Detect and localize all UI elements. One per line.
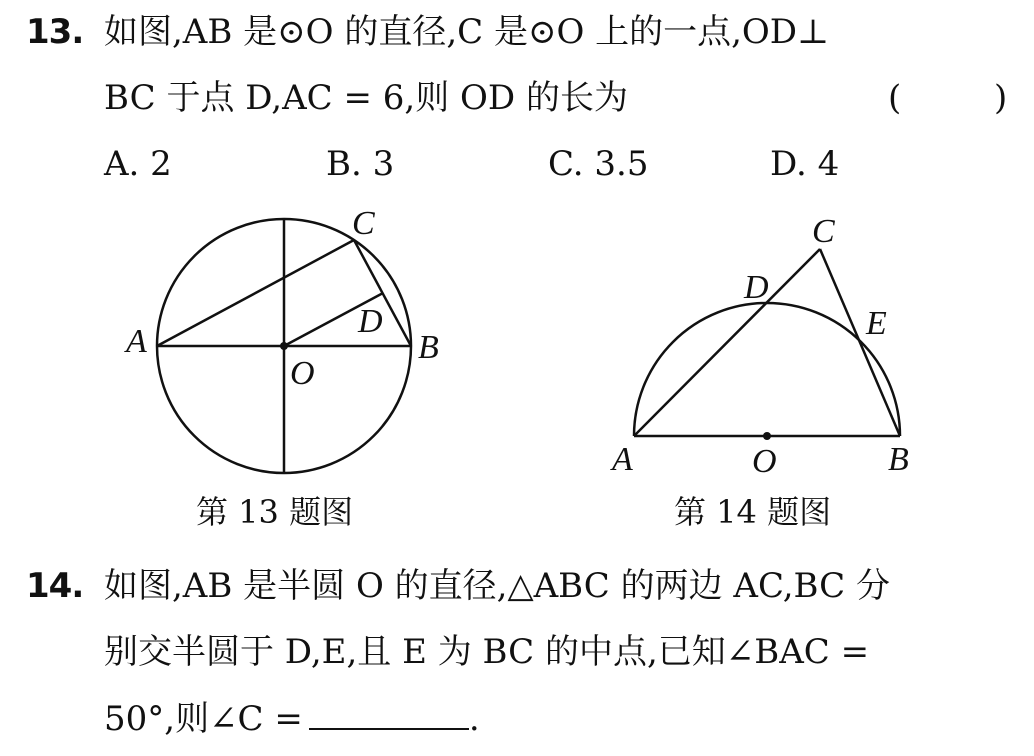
question-14-line-3-text: 50°,则∠C = bbox=[104, 699, 303, 739]
fig13-label-b: B bbox=[418, 329, 439, 366]
figure-14-caption: 第 14 题图 bbox=[674, 493, 832, 531]
fig14-label-a: A bbox=[612, 441, 633, 478]
fig14-label-b: B bbox=[888, 441, 909, 478]
fig13-label-o: O bbox=[290, 355, 315, 392]
question-14-text-line-2: 别交半圆于 D,E,且 E 为 BC 的中点,已知∠BAC = bbox=[104, 632, 870, 672]
answer-paren-close: ) bbox=[994, 78, 1008, 118]
fig14-label-e: E bbox=[866, 305, 887, 342]
fig13-label-a: A bbox=[126, 323, 147, 360]
question-13-text-line-2: BC 于点 D,AC = 6,则 OD 的长为 bbox=[104, 78, 628, 118]
fig14-side-ac bbox=[634, 249, 820, 436]
question-14-text-line-1: 如图,AB 是半圆 O 的直径,△ABC 的两边 AC,BC 分 bbox=[104, 566, 891, 606]
choice-b: B. 3 bbox=[326, 144, 395, 184]
fig14-label-o: O bbox=[752, 443, 777, 480]
question-14-number: 14. bbox=[26, 566, 84, 606]
fig14-side-cb bbox=[820, 249, 900, 436]
answer-blank[interactable] bbox=[309, 698, 469, 730]
fig13-label-d: D bbox=[358, 303, 383, 340]
fig14-semicircle bbox=[634, 303, 900, 436]
fig14-label-d: D bbox=[744, 269, 769, 306]
fig14-label-c: C bbox=[812, 213, 835, 250]
choice-a: A. 2 bbox=[104, 144, 172, 184]
fig13-center-dot bbox=[280, 342, 288, 350]
figure-13-caption: 第 13 题图 bbox=[196, 493, 354, 531]
fig14-center-dot bbox=[763, 432, 771, 440]
question-14-end-period: . bbox=[468, 699, 480, 739]
choice-d: D. 4 bbox=[770, 144, 840, 184]
choice-c: C. 3.5 bbox=[548, 144, 649, 184]
question-13-text-line-1: 如图,AB 是⊙O 的直径,C 是⊙O 上的一点,OD⊥ bbox=[104, 12, 830, 52]
fig13-label-c: C bbox=[352, 205, 375, 242]
fig13-chord-ac bbox=[157, 240, 354, 346]
question-14-text-line-3 bbox=[104, 698, 480, 739]
answer-paren-open: ( bbox=[888, 78, 902, 118]
question-13-number: 13. bbox=[26, 12, 84, 52]
